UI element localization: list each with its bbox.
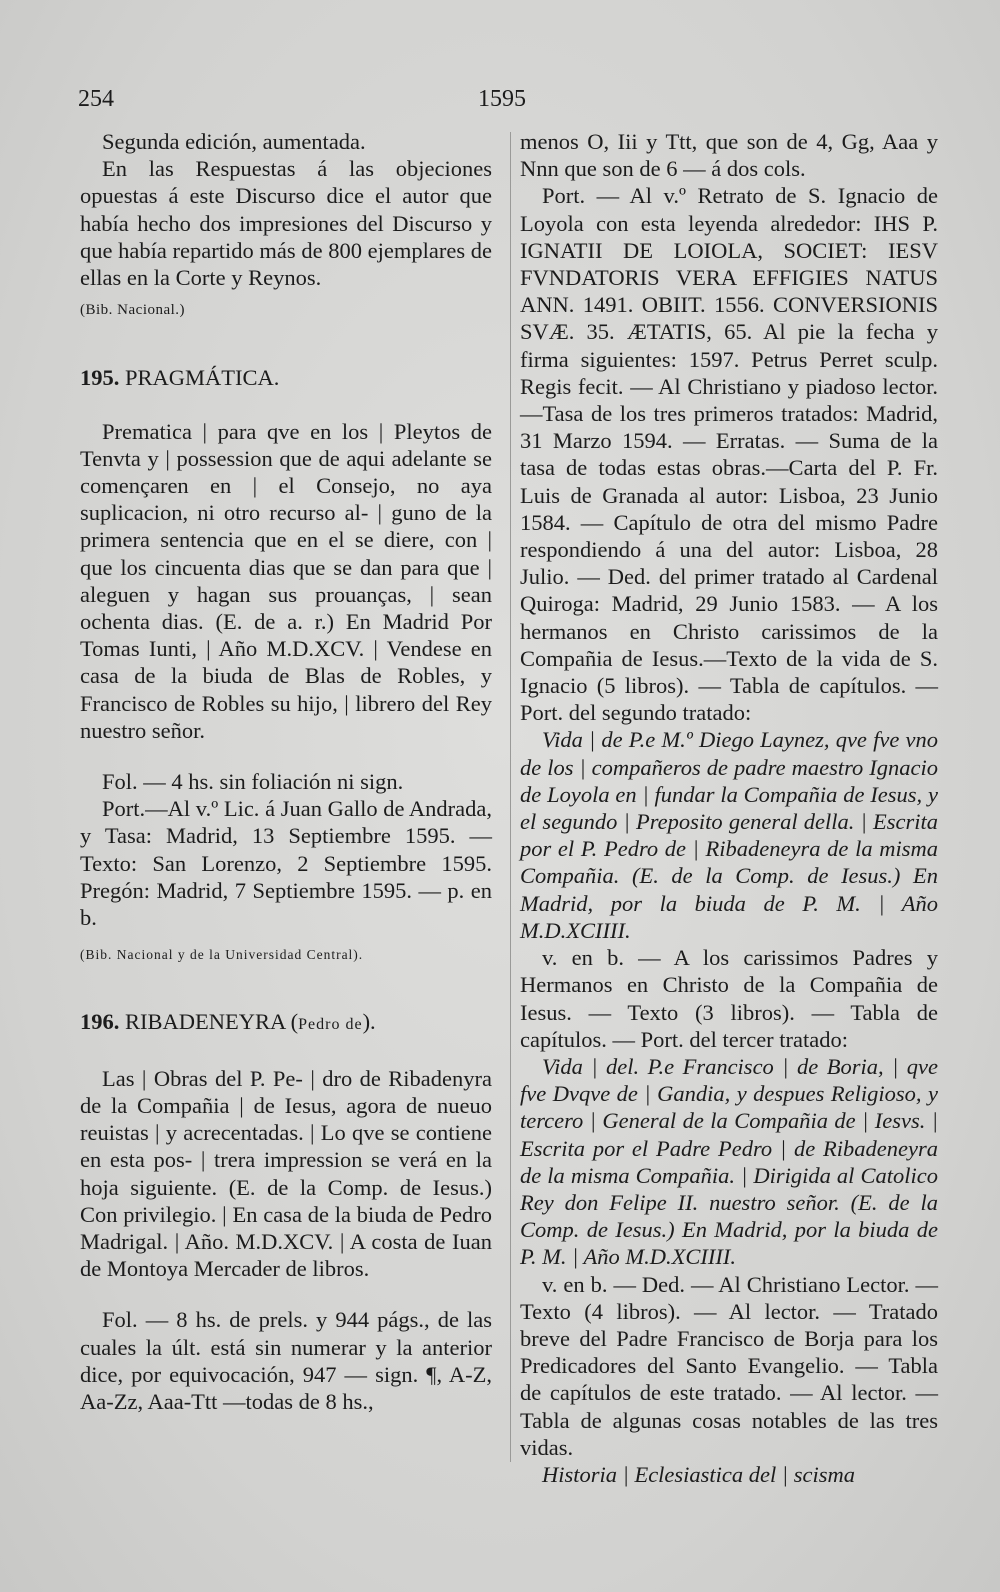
collation: Fol. — 4 hs. sin foliación ni sign.: [102, 769, 404, 795]
contents-description: Port. — Al v.º Retrato de S. Ignacio de Loyola con esta leyenda alrededor: IHS P. IGNATII DE LOIOLA, SOCIET: IESV FVNDATORIS VERA EFFIGIES NATUS ANN. 1491. OBIIT. 1556. CONVERSIONIS SVÆ. 35. ÆTATIS, 65. Al pie la fecha y firma siguientes: 1597. Petrus Perret sculp. Regis fecit. — Al Christiano y piadoso lector.—Tasa de los tres primeros tratados: Madrid, 31 Marzo 1594. — Erratas. — Suma de la tasa de todas estas obras.—Carta del P. Fr. Luis de Granada al autor: Lisboa, 23 Junio 1584. — Capítulo de otra del mismo Padre respondiendo á una del autor: Lisboa, 28 Julio. — Ded. del primer tratado al Cardenal Quiroga: Madrid, 29 Junio 1583. — A los hermanos en Christo carissimos de la Compañia de Iesus.—Texto de la vida de S. Ignacio (5 libros). — Tabla de capítulos. — Port. del segundo tratado:: [520, 183, 938, 726]
library-location: (Bib. Nacional y de la Universidad Central).: [80, 947, 364, 963]
entry-title-end: ).: [362, 1009, 376, 1035]
contents-description: v. en b. — Ded. — Al Christiano Lector. — Texto (4 libros). — Al lector. — Tratado breve del Padre Francisco de Borja para los Predicadores del Santo Evangelio. — Tabla de capítulos de este tratado. — Al lector. — Tabla de algunas cosas notables de las tres vidas.: [520, 1271, 938, 1460]
entry-number: 195.: [80, 365, 120, 391]
entry-number: 196.: [80, 1009, 120, 1035]
right-column: [520, 128, 938, 1488]
column-divider: [510, 132, 511, 1462]
entry-heading-196: [80, 1008, 492, 1038]
entry-transcription: Prematica | para qve en los | Pleytos de Tenvta y | possession que de aqui adelante se començaren en | el Consejo, no aya suplicacion, ni otro recurso al- | guno de la primera sentencia que en el se diere, con | que los cincuenta dias que se dan para que | aleguen y hagan sus prouanças, | sean ochenta dias. (E. de a. r.) En Madrid Por Tomas Iunti, | Año M.D.XCV. | Vendese en casa de la biuda de Blas de Robles, y Francisco de Robles su hijo, | librero del Rey nuestro señor.: [80, 418, 492, 743]
entry-transcription: Las | Obras del P. Pe- | dro de Ribadenyra de la Compañia | de Iesus, agora de nueuo reuistas | y acrecentadas. | Lo qve se contiene en esta pos- | trera impression se verá en la hoja siguiente. (E. de la Comp. de Iesus.) Con privilegio. | En casa de la biuda de Pedro Madrigal. | Año. M.D.XCV. | A costa de Iuan de Montoya Mercader de libros.: [80, 1065, 492, 1282]
library-location: (Bib. Nacional.): [80, 302, 186, 319]
title-transcription: Historia | Eclesiastica del | scisma: [542, 1461, 855, 1487]
contents-description: Port.—Al v.º Lic. á Juan Gallo de Andrada, y Tasa: Madrid, 13 Septiembre 1595. — Texto: San Lorenzo, 2 Septiembre 1595. Pregón: Madrid, 7 Septiembre 1595. — p. en b.: [80, 796, 492, 931]
page-year-heading: 1595: [478, 86, 526, 112]
collation: Fol. — 8 hs. de prels. y 944 págs., de las cuales la últ. está sin numerar y la anterior dice, por equivocación, 947 — sign. ¶, A-Z, Aa-Zz, Aaa-Ttt —todas de 8 hs.,: [80, 1307, 492, 1414]
entry-title-smallcaps: Pedro de: [298, 1016, 363, 1034]
entry-title: PRAGMÁTICA.: [125, 365, 280, 391]
paragraph: Segunda edición, aumentada.: [102, 129, 366, 154]
entry-heading-195: [80, 364, 492, 391]
paragraph: menos O, Iii y Ttt, que son de 4, Gg, Aaa y Nnn que son de 6 — á dos cols.: [520, 129, 938, 182]
left-column: [80, 128, 492, 1415]
page-number: 254: [78, 86, 114, 112]
paragraph: En las Respuestas á las objeciones opuestas á este Discurso dice el autor que había hecho dos impresiones del Discurso y que había repartido más de 800 ejemplares de ellas en la Corte y Reynos.: [80, 156, 492, 291]
contents-description: v. en b. — A los carissimos Padres y Hermanos en Christo de la Compañia de Iesus. — Texto (3 libros). — Tabla de capítulos. — Port. del tercer tratado:: [520, 945, 938, 1052]
title-transcription: Vida | del. P.e Francisco | de Boria, | qve fve Dvqve de | Gandia, y despues Religioso, y tercero | General de la Compañia de | Iesvs. | Escrita por el Padre Pedro | de Ribadeneyra de la misma Compañia. | Dirigida al Catolico Rey don Felipe II. nuestro señor. (E. de la Comp. de Iesus.) En Madrid, por la biuda de P. M. | Año M.D.XCIIII.: [520, 1053, 938, 1270]
entry-title: RIBADENEYRA (: [125, 1009, 299, 1035]
title-transcription: Vida | de P.e M.º Diego Laynez, qve fve vno de los | compañeros de padre maestro Ignacio de Loyola en | fundar la Compañia de Iesus, y el segundo | Preposito general della. | Escrita por el P. Pedro de | Ribadeneyra de la misma Compañia. (E. de la Comp. de Iesus.) En Madrid, por la biuda de P. M. | Año M.D.XCIIII.: [520, 727, 938, 943]
